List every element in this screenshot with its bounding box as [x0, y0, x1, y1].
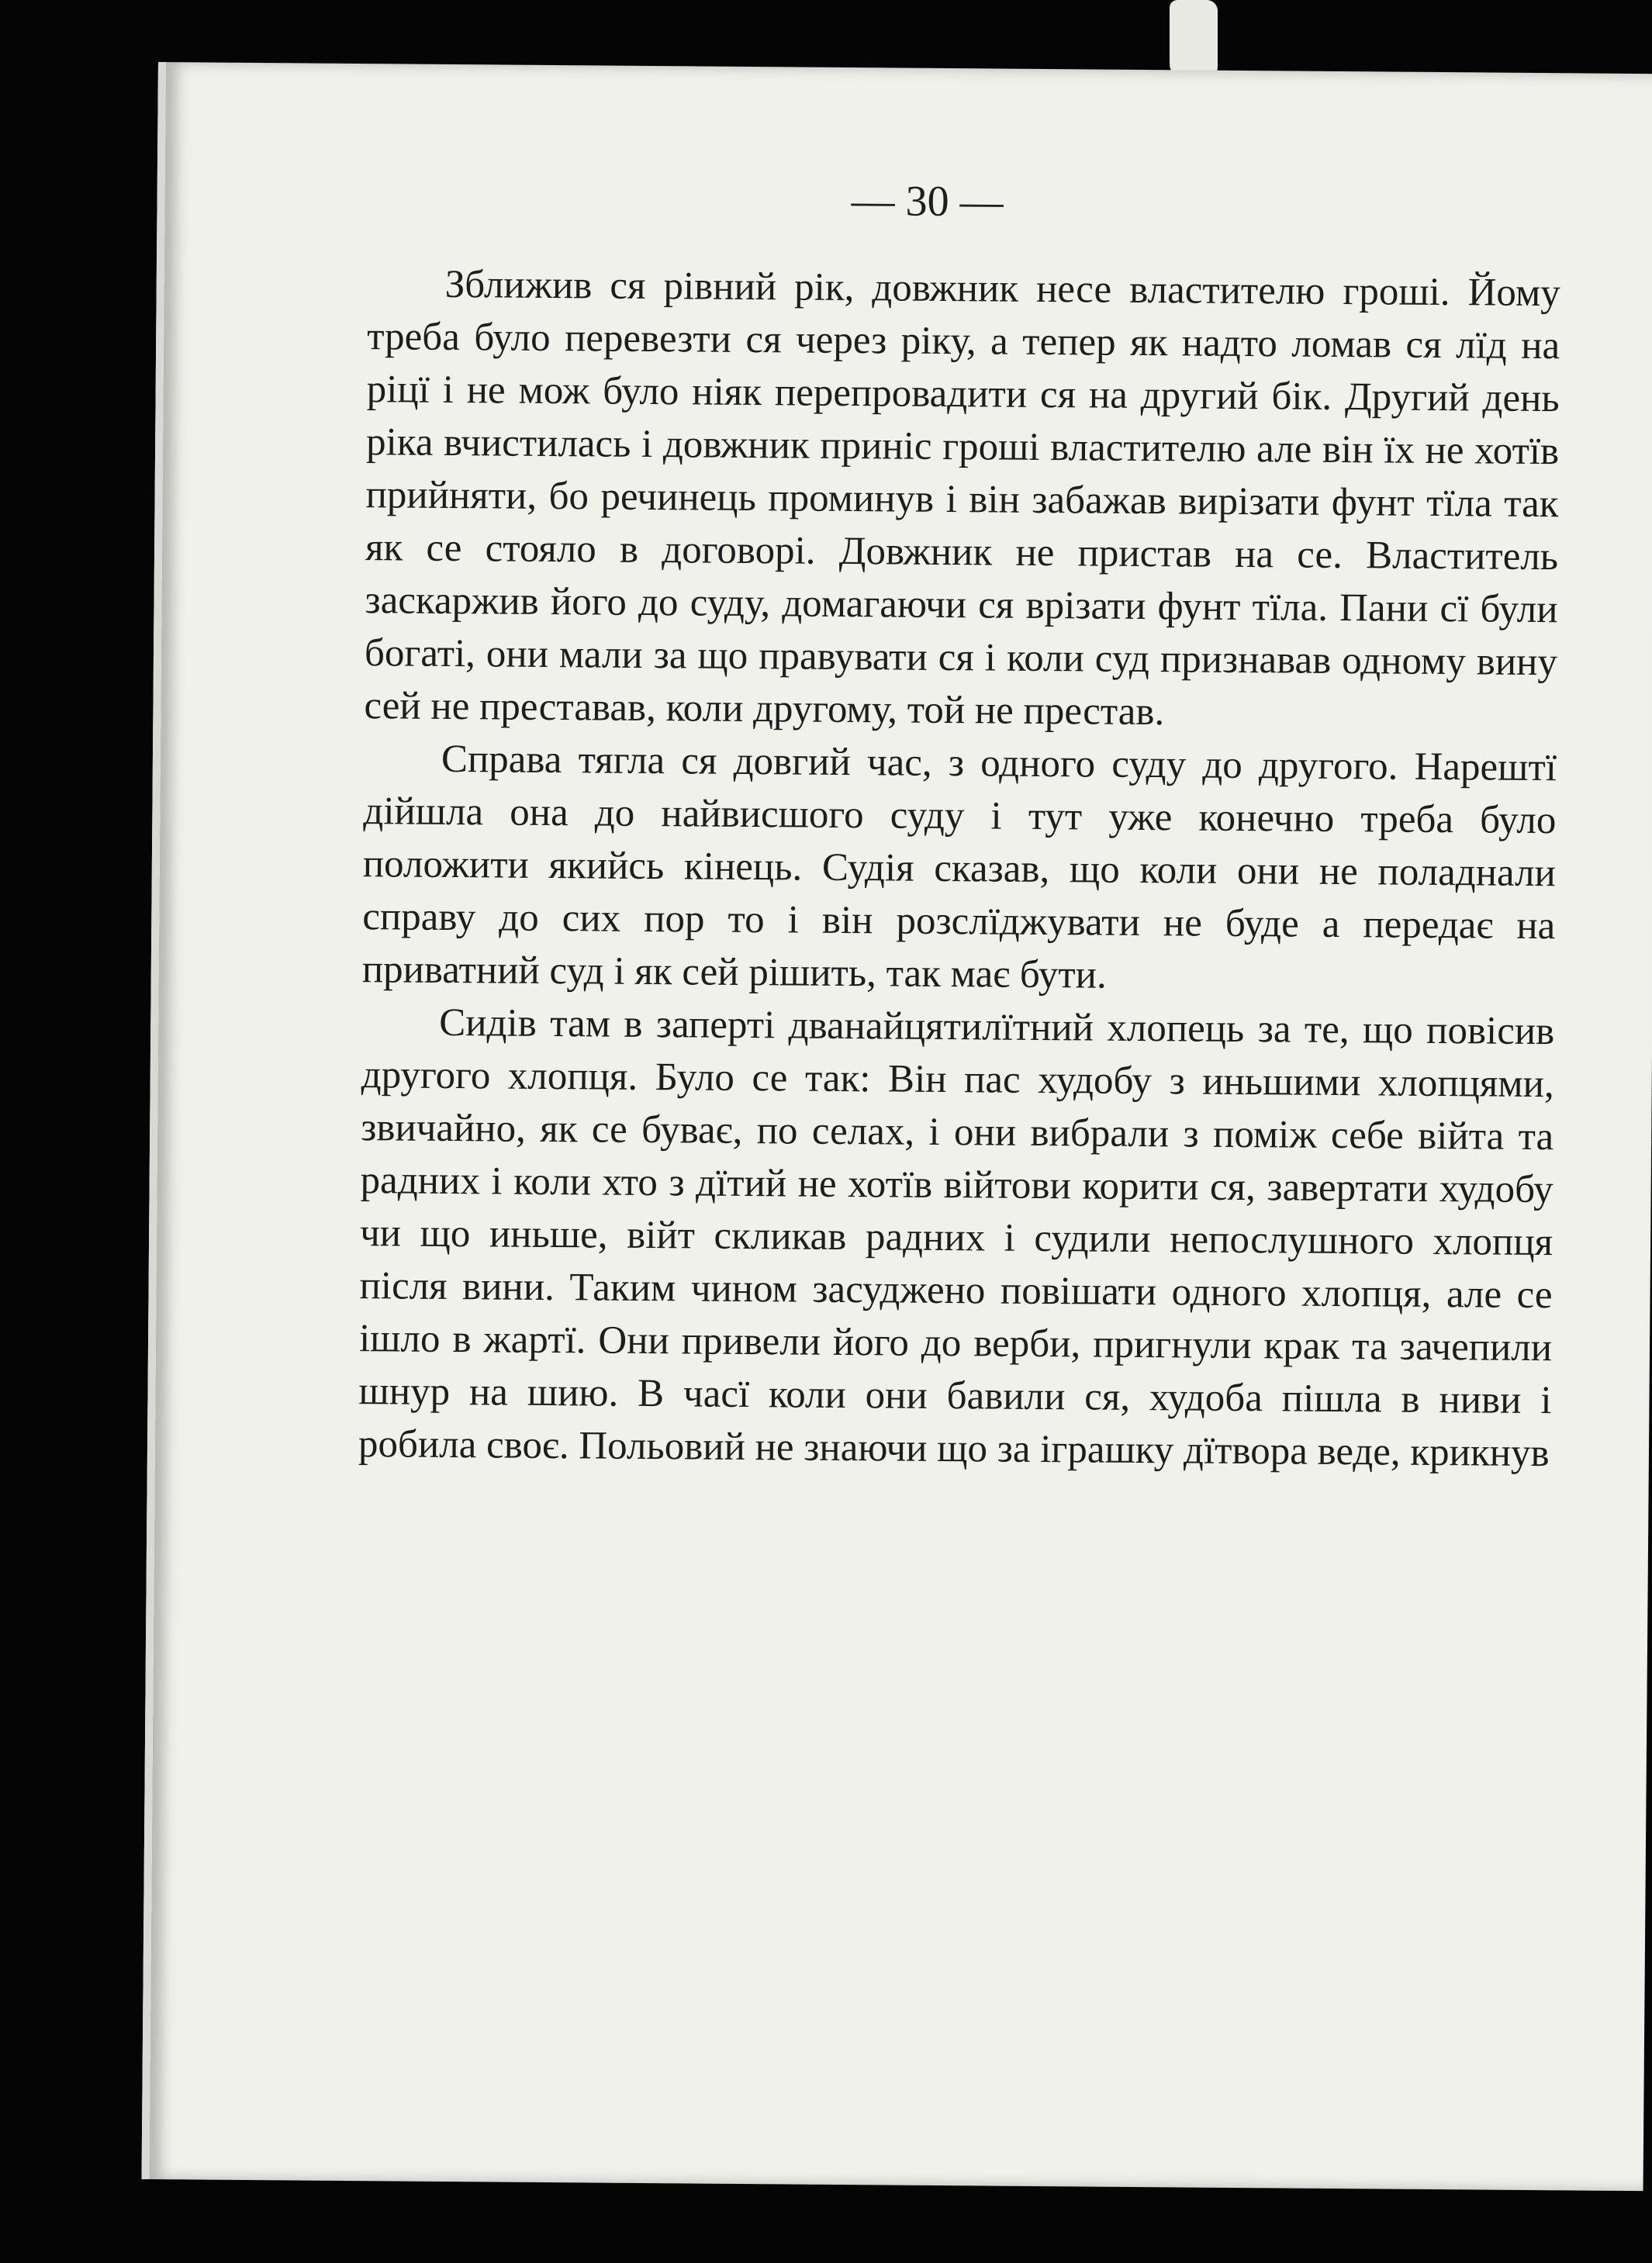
paragraph-2: Справа тягла ся довгий час, з одного суду до другого. Нарештї дійшла она до найвисшого суду і тут уже конечно треба було положити якийсь кінець. Судія сказав, що коли они не поладнали справу до сих пор то і він розслїджувати не буде а передає на приватний суд і як сей рішить, так має бути.: [361, 737, 1557, 997]
page-number: — 30 —: [851, 177, 1004, 226]
book-page: [142, 62, 1652, 2191]
paragraph-3: Сидів там в заперті дванайцятилїтний хлопець за те, що повісив другого хлопця. Було се так: Він пас худобу з иньшими хлопцями, звичайно, як се буває, по селах, і они вибрали з поміж себе війта та радних і коли хто з дїтий не хотїв війтови корити ся, завертати худобу чи що иньше, війт скликав радних і судили непослушного хлопця після вини. Таким чином засуджено повішати одного хлопця, але се ішло в жартї. Они привели його до верби, пригнули крак та зачепили шнур на шию. В часї коли они бавили ся, худоба пішла в ниви і робила своє. Польовий не знаючи що за іграшку дїтвора веде, крикнув: [358, 1000, 1555, 1476]
paragraph-1: Зближив ся рівний рік, довжник несе властителю гроші. Йому треба було перевезти ся через ріку, а тепер як надто ломав ся лїд на ріцї і не мож було ніяк перепровадити ся на другий бік. Другий день ріка вчистилась і довжник приніс гроші властителю але він їх не хотїв прийняти, бо речинець проминув і він забажав вирізати фунт тїла так як се стояло в договорі. Довжник не пристав на се. Властитель заскаржив його до суду, домагаючи ся врізати фунт тїла. Пани сї були богаті, они мали за що правувати ся і коли суд признавав одному вину сей не преставав, коли другому, той не престав.: [364, 262, 1560, 734]
paper-tab: [1170, 0, 1218, 81]
page-body: [358, 257, 1560, 1480]
